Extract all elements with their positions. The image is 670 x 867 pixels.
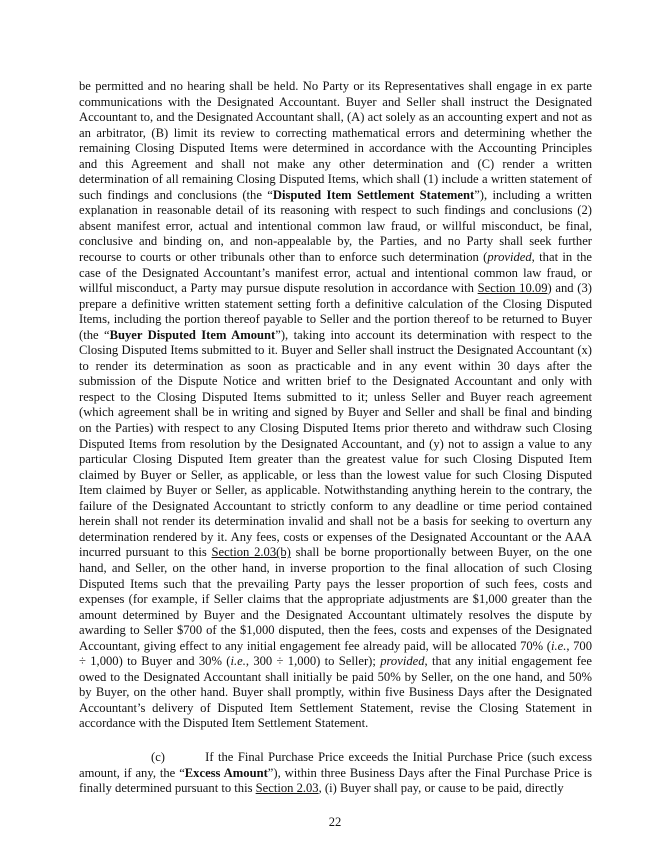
text-run: , 300 ÷ 1,000) to Seller); <box>245 654 381 669</box>
defined-term-excess-amount: Excess Amount <box>184 765 268 780</box>
text-run: ”), taking into account its determination with respect to the Closing Disputed Items submitted to it. Buyer and Seller shall instruct the Designated Accountant (x) to render its determination as soon as practicable and in any event within 30 days after the submission of the Dispute Notice and written brief to the Designated Accountant and only with respect to the Closing Disputed Items submitted to it; unless Seller and Buyer reach agreement (which agreement shall be in writing and signed by Buyer and Seller and shall be final and binding on the Parties) with respect to any Closing Disputed Items prior thereto and withdraw such Closing Disputed Items from resolution by the Designated Accountant, and (y) not to assign a value to any particular Closing Disputed Item greater than the greatest value for such Closing Disputed Item claimed by Buyer or Seller, as applicable, or less than the lowest value for such Closing Disputed Item claimed by Buyer or Seller, as applicable. Notwithstanding anything herein to the contrary, the failure of the Designated Accountant to strictly conform to any deadline or time period contained herein shall not render its determination invalid and shall not be a basis for seeking to overturn any determination rendered by it. Any fees, costs or expenses of the Designated Accountant or the AAA incurred pursuant to this <box>79 327 592 560</box>
text-run: shall be borne proportionally between Buyer, on the one hand, and Seller, on the other hand, in inverse proportion to the final allocation of such Closing Disputed Items such that the prevailing Party pays the lesser proportion of such fees, costs and expenses (for example, if Seller claims that the appropriate adjustments are $1,000 greater than the amount determined by Buyer and the Designated Accountant ultimately resolves the dispute by awarding to Seller $700 of the $1,000 disputed, then the fees, costs and expenses of the Designated Accountant, giving effect to any initial engagement fee already paid, will be allocated 70% ( <box>79 545 592 653</box>
paragraph-dispute-resolution <box>79 79 592 732</box>
italic-provided: provided <box>380 654 425 669</box>
paragraph-c-excess-amount <box>79 750 592 797</box>
text-run: ”), including a written explanation in reasonable detail of its reasoning with respect to such findings and conclusions (2) absent manifest error, actual and intentional common law fraud, or willful misconduct, be final, conclusive and binding on, and non-appealable by, the Parties, and no Party shall seek further recourse to courts or other tribunals other than to enforce such determination ( <box>79 187 592 265</box>
italic-provided: provided <box>487 250 532 265</box>
text-run: , (i) Buyer shall pay, or cause to be paid, directly <box>318 781 564 796</box>
section-reference-10-09: Section 10.09 <box>477 281 548 296</box>
page-number: 22 <box>328 815 342 829</box>
italic-ie: i.e. <box>550 638 567 653</box>
text-run: be permitted and no hearing shall be held. No Party or its Representatives shall engage in ex parte communications with the Designated Accountant. Buyer and Seller shall instruct the Designated Accountant to, and the Designated Accountant shall, (A) act solely as an accounting expert and not as an arbitrator, (B) limit its review to correcting mathematical errors and determining whether the remaining Closing Disputed Items were determined in accordance with the Accounting Principles and this Agreement and shall not make any other determination and (C) render a written determination of all remaining Closing Disputed Items, which shall (1) include a written statement of such findings and conclusions (the “ <box>79 79 592 202</box>
text-run: ”), within three Business Days after the Final Purchase Price is finally determined pursuant to this <box>79 765 592 796</box>
text-run: , that any initial engagement fee owed to the Designated Accountant shall initially be paid 50% by Seller, on the one hand, and 50% by Buyer, on the other hand. Buyer shall promptly, within five Business Days after the Designated Accountant’s delivery of Disputed Item Settlement Statement, revise the Closing Statement in accordance with the Disputed Item Settlement Statement. <box>79 654 592 731</box>
text-run: , 700 ÷ 1,000) to Buyer and 30% ( <box>79 638 593 669</box>
text-run: , that in the case of the Designated Accountant’s manifest error, actual and intentional common law fraud, or willful misconduct, a Party may pursue dispute resolution in accordance with <box>79 250 592 296</box>
text-run: ) and (3) prepare a definitive written statement setting forth a definitive calculation of the Closing Disputed Items, including the portion thereof payable to Seller and the portion thereof to be returned to Buyer (the “ <box>79 281 592 342</box>
paragraph-label: (c) <box>151 749 165 764</box>
document-body <box>79 79 592 797</box>
section-reference-2-03-b: Section 2.03(b) <box>211 545 291 560</box>
section-reference-2-03: Section 2.03 <box>255 781 319 796</box>
defined-term-buyer-disputed-item-amount: Buyer Disputed Item Amount <box>109 327 276 342</box>
italic-ie: i.e. <box>230 654 246 669</box>
defined-term-disputed-item-settlement-statement: Disputed Item Settlement Statement <box>272 187 475 202</box>
text-run: If the Final Purchase Price exceeds the Initial Purchase Price (such excess amount, if any, the “ <box>79 749 593 780</box>
